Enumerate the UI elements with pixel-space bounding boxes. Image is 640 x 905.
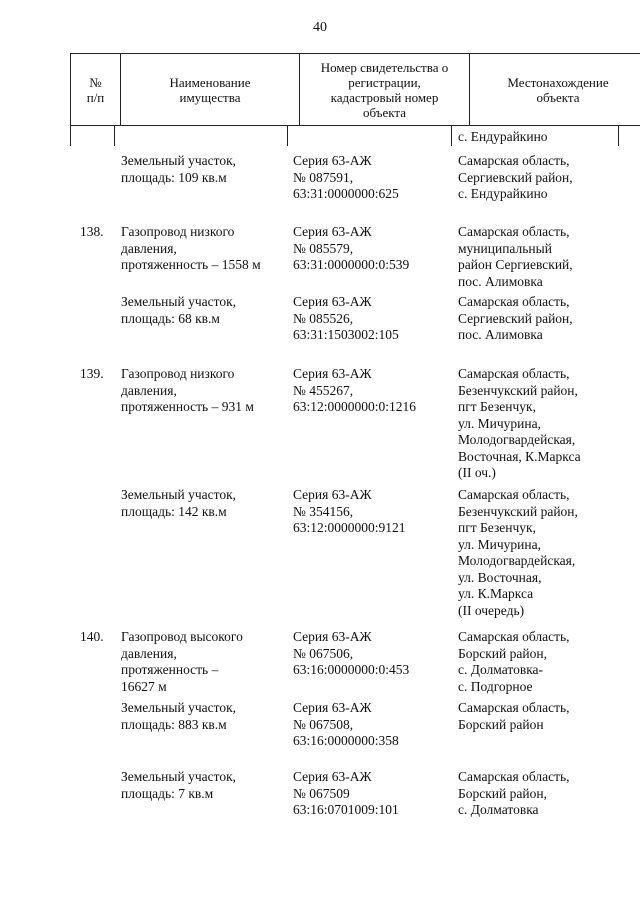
row-name: Земельный участок, площадь: 7 кв.м	[121, 769, 237, 801]
page-number: 40	[313, 20, 327, 35]
header-registration-label: Номер свидетельства о регистрации, кадастровый номер объекта	[320, 59, 449, 120]
row-registration: Серия 63-АЖ № 067509 63:16:0701009:101	[293, 769, 399, 817]
header-location-label: Местонахождение объекта	[507, 74, 609, 105]
header-number-label: № п/п	[86, 74, 105, 105]
row-registration: Серия 63-АЖ № 085526, 63:31:1503002:105	[293, 294, 399, 342]
row-location: Самарская область, Безенчукский район, пгт Безенчук, ул. Мичурина, Молодогвардейская, Восточная, К.Маркса (II оч.)	[458, 366, 581, 480]
row-name: Газопровод высокого давления, протяженность – 16627 м	[121, 629, 243, 694]
row-location: Самарская область, Борский район, с. Долматовка	[458, 769, 570, 817]
row-location: с. Ендурайкино	[458, 129, 548, 144]
row-location: Самарская область, Борский район, с. Долматовка- с. Подгорное	[458, 629, 570, 694]
row-registration: Серия 63-АЖ № 085579, 63:31:0000000:0:539	[293, 224, 410, 272]
row-name: Земельный участок, площадь: 68 кв.м	[121, 294, 237, 326]
row-name: Земельный участок, площадь: 142 кв.м	[121, 487, 237, 519]
row-name: Газопровод низкого давления, протяженность – 931 м	[121, 366, 254, 414]
row-number: 139.	[80, 366, 104, 381]
header-name-label: Наименование имущества	[169, 74, 251, 105]
row-name: Земельный участок, площадь: 883 кв.м	[121, 700, 237, 732]
row-registration: Серия 63-АЖ № 354156, 63:12:0000000:9121	[293, 487, 406, 535]
row-number: 140.	[80, 629, 104, 644]
row-number: 138.	[80, 224, 104, 239]
row-name: Земельный участок, площадь: 109 кв.м	[121, 153, 237, 185]
row-location: Самарская область, Сергиевский район, пос. Алимовка	[458, 294, 573, 342]
row-registration: Серия 63-АЖ № 067508, 63:16:0000000:358	[293, 700, 399, 748]
row-registration: Серия 63-АЖ № 087591, 63:31:0000000:625	[293, 153, 399, 201]
row-name: Газопровод низкого давления, протяженность – 1558 м	[121, 224, 261, 272]
row-location: Самарская область, Сергиевский район, с. Ендурайкино	[458, 153, 573, 201]
row-registration: Серия 63-АЖ № 455267, 63:12:0000000:0:1216	[293, 366, 417, 414]
row-location: Самарская область, Борский район	[458, 700, 570, 732]
row-location: Самарская область, Безенчукский район, пгт Безенчук, ул. Мичурина, Молодогвардейская, ул. Восточная, ул. К.Маркса (II очередь)	[458, 487, 578, 618]
row-location: Самарская область, муниципальный район Сергиевский, пос. Алимовка	[458, 224, 573, 289]
row-registration: Серия 63-АЖ № 067506, 63:16:0000000:0:453	[293, 629, 410, 677]
